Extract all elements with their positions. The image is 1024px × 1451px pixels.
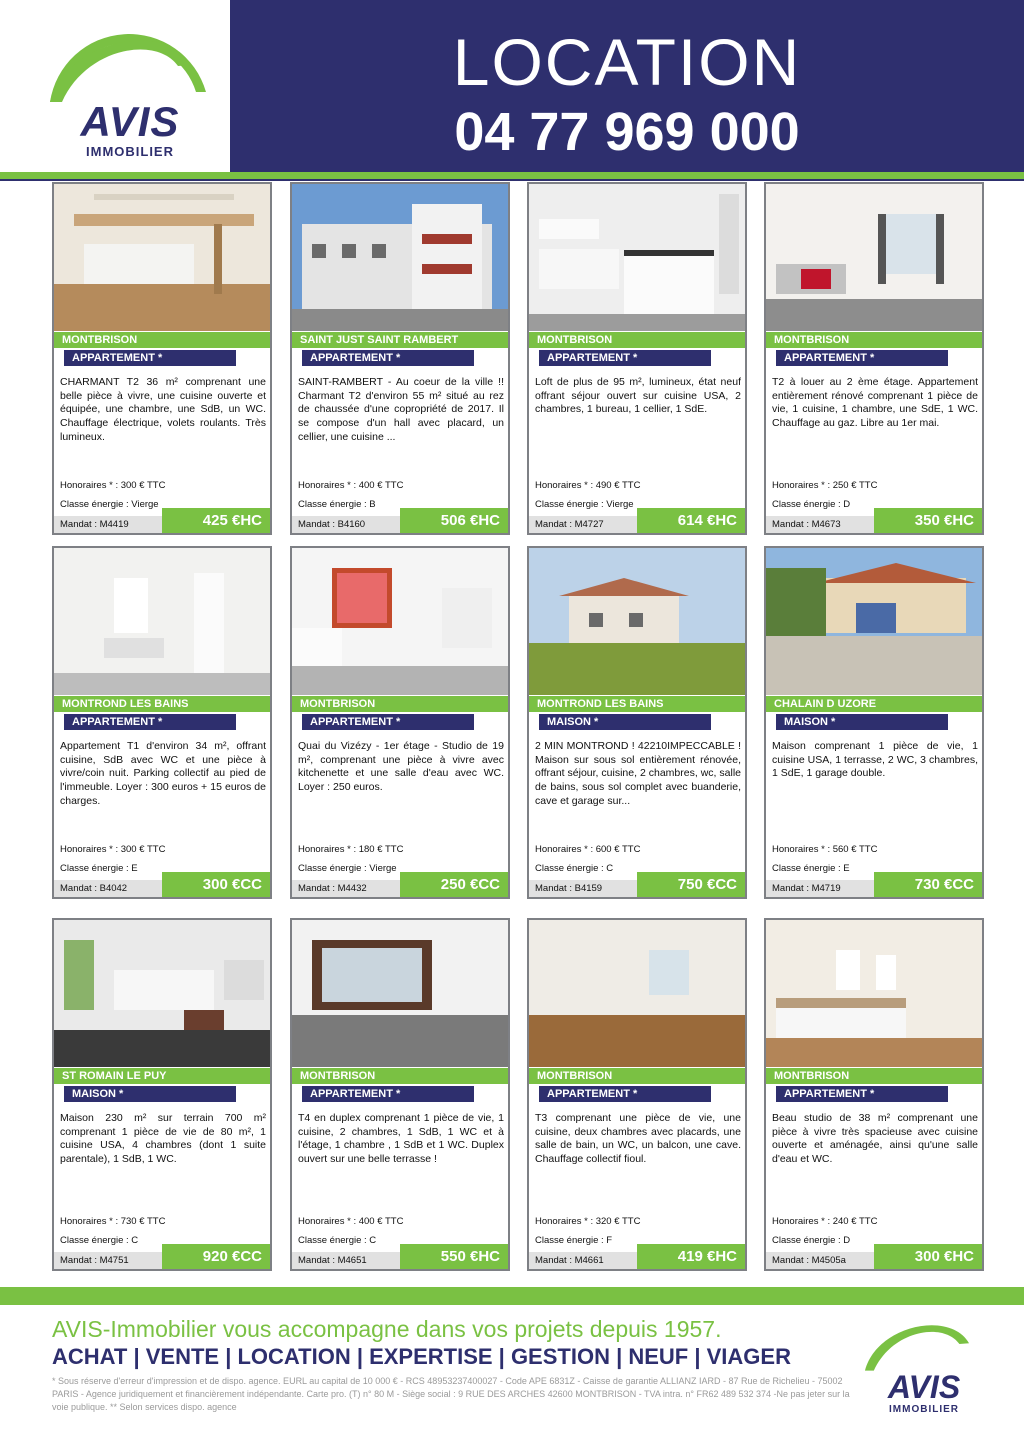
listing-energy-class: Classe énergie : E xyxy=(772,863,850,874)
listing-price: 350 €HC xyxy=(874,508,982,533)
listing-description: 2 MIN MONTROND ! 42210IMPECCABLE ! Maison sur sous sol entièrement rénovée, offrant séjour, cuisine, 2 chambres, wc, salle de bains, sous sol complet avec buanderie, cave et garage sur... xyxy=(535,740,741,807)
listing-photo xyxy=(766,184,982,331)
listing-city: MONTBRISON xyxy=(292,1068,508,1084)
listing-mandate: Mandat : M4751 xyxy=(60,1255,129,1266)
header-divider-thin xyxy=(0,179,1024,181)
listing-city: MONTBRISON xyxy=(529,332,745,348)
listing-type: APPARTEMENT * xyxy=(64,714,236,730)
listing-description: Quai du Vizézy - 1er étage - Studio de 19 m², comprenant une pièce à vivre avec kitchenette et une salle d'eau avec WC. Loyer : 250 euros. xyxy=(298,740,504,794)
footer-legal: * Sous réserve d'erreur d'impression et de dispo. agence. EURL au capital de 10 000 € - RCS 48953237400027 - Code APE 6831Z - Caisse de garantie ALLIANZ IARD - 87 Rue de Richelieu - 75002 PARIS - Agence juridiquement et financièrement indépendante. Carte pro. (T) n° 80 M - Siège social : 9 RUE DES ARCHES 42600 MONTBRISON - TVA intra. n° FR62 489 532 374 -Ne pas jeter sur la voie publique. ** Selon services dispo. agence xyxy=(52,1376,850,1412)
listing-description: CHARMANT T2 36 m² comprenant une belle pièce à vivre, une cuisine ouverte et équipée, une chambre, une SdB, un WC. Chauffage électrique, volets roulants. Très lumineux. xyxy=(60,376,266,443)
listing-price: 614 €HC xyxy=(637,508,745,533)
listing-type: APPARTEMENT * xyxy=(64,350,236,366)
listing-price: 425 €HC xyxy=(162,508,270,533)
listing-city: MONTBRISON xyxy=(54,332,270,348)
listing-energy-class: Classe énergie : F xyxy=(535,1235,613,1246)
listing-description: Beau studio de 38 m² comprenant une pièce à vivre très spacieuse avec cuisine ouverte et aménagée, ainsi qu'une salle d'eau et WC. xyxy=(772,1112,978,1166)
listing-description: T4 en duplex comprenant 1 pièce de vie, 1 cuisine, 2 chambres, 1 SdB, 1 WC et à l'étage, 1 chambre , 1 SdB et 1 WC. Duplex ouvert sur une belle terrasse ! xyxy=(298,1112,504,1166)
listing-energy-class: Classe énergie : Vierge xyxy=(60,499,159,510)
listing-type: APPARTEMENT * xyxy=(302,1086,474,1102)
listing-fees: Honoraires * : 560 € TTC xyxy=(772,844,878,855)
footer-avis-logo xyxy=(862,1310,986,1416)
listing-city: SAINT JUST SAINT RAMBERT xyxy=(292,332,508,348)
logo-subline: IMMOBILIER xyxy=(889,1404,959,1415)
listing-price: 920 €CC xyxy=(162,1244,270,1269)
listing-type: APPARTEMENT * xyxy=(302,714,474,730)
footer-tagline: AVIS-Immobilier vous accompagne dans vos projets depuis 1957. xyxy=(52,1316,722,1342)
listing-city: MONTBRISON xyxy=(766,1068,982,1084)
listing-energy-class: Classe énergie : C xyxy=(298,1235,377,1246)
listing-price: 750 €CC xyxy=(637,872,745,897)
listing-energy-class: Classe énergie : D xyxy=(772,499,851,510)
listing-card[interactable] xyxy=(764,918,984,1271)
listing-energy-class: Classe énergie : Vierge xyxy=(535,499,634,510)
logo-subline: IMMOBILIER xyxy=(86,144,174,159)
listing-city: MONTBRISON xyxy=(766,332,982,348)
header-logo-area xyxy=(0,0,230,172)
listing-energy-class: Classe énergie : E xyxy=(60,863,138,874)
listing-card[interactable] xyxy=(52,918,272,1271)
listing-type: MAISON * xyxy=(539,714,711,730)
listing-fees: Honoraires * : 300 € TTC xyxy=(60,844,166,855)
listing-price: 300 €HC xyxy=(874,1244,982,1269)
footer-divider xyxy=(0,1287,1024,1305)
listing-type: MAISON * xyxy=(776,714,948,730)
listing-type: APPARTEMENT * xyxy=(776,350,948,366)
listing-card[interactable] xyxy=(290,546,510,899)
listing-energy-class: Classe énergie : Vierge xyxy=(298,863,397,874)
listing-energy-class: Classe énergie : B xyxy=(298,499,376,510)
listing-mandate: Mandat : M4727 xyxy=(535,519,604,530)
listing-type: APPARTEMENT * xyxy=(302,350,474,366)
footer-services: ACHAT | VENTE | LOCATION | EXPERTISE | GESTION | NEUF | VIAGER xyxy=(52,1344,791,1369)
listing-fees: Honoraires * : 240 € TTC xyxy=(772,1216,878,1227)
listing-city: MONTBRISON xyxy=(529,1068,745,1084)
listing-energy-class: Classe énergie : D xyxy=(772,1235,851,1246)
header-divider xyxy=(0,172,1024,179)
listing-mandate: Mandat : M4661 xyxy=(535,1255,604,1266)
listing-photo xyxy=(529,184,745,331)
listing-city: ST ROMAIN LE PUY xyxy=(54,1068,270,1084)
listing-description: T2 à louer au 2 ème étage. Appartement entièrement rénové comprenant 1 pièce de vie, 1 cuisine, 1 chambre, une SdE, 1 WC. Chauffage au gaz. Libre au 1er mai. xyxy=(772,376,978,430)
listing-card[interactable] xyxy=(527,546,747,899)
listing-card[interactable] xyxy=(52,182,272,535)
listing-fees: Honoraires * : 300 € TTC xyxy=(60,480,166,491)
listing-fees: Honoraires * : 250 € TTC xyxy=(772,480,878,491)
listing-card[interactable] xyxy=(527,182,747,535)
listing-photo xyxy=(54,184,270,331)
listing-type: APPARTEMENT * xyxy=(539,350,711,366)
listing-photo xyxy=(529,548,745,695)
listing-description: T3 comprenant une pièce de vie, une cuisine, deux chambres avec placards, une salle de bain, un WC, un balcon, une cave. Chauffage collectif fioul. xyxy=(535,1112,741,1166)
listing-photo xyxy=(766,548,982,695)
listing-mandate: Mandat : B4160 xyxy=(298,519,366,530)
listing-type: APPARTEMENT * xyxy=(539,1086,711,1102)
listing-mandate: Mandat : B4159 xyxy=(535,883,603,894)
listing-photo xyxy=(292,184,508,331)
logo-wordmark: AVIS xyxy=(887,1369,961,1405)
listing-mandate: Mandat : M4432 xyxy=(298,883,367,894)
listing-mandate: Mandat : M4719 xyxy=(772,883,841,894)
listing-price: 419 €HC xyxy=(637,1244,745,1269)
avis-logo xyxy=(46,20,214,162)
listing-fees: Honoraires * : 400 € TTC xyxy=(298,480,404,491)
listing-fees: Honoraires * : 400 € TTC xyxy=(298,1216,404,1227)
listing-photo xyxy=(54,548,270,695)
listing-price: 550 €HC xyxy=(400,1244,508,1269)
listing-fees: Honoraires * : 490 € TTC xyxy=(535,480,641,491)
page-title: LOCATION xyxy=(452,25,802,99)
listing-mandate: Mandat : M4419 xyxy=(60,519,129,530)
listing-fees: Honoraires * : 320 € TTC xyxy=(535,1216,641,1227)
listing-price: 300 €CC xyxy=(162,872,270,897)
listing-mandate: Mandat : M4673 xyxy=(772,519,841,530)
listing-description: SAINT-RAMBERT - Au coeur de la ville !! Charmant T2 d'environ 55 m² situé au rez de chaussée d'une copropriété de 2017. Il se compose d'un hall avec placard, un cellier, une cuisine ... xyxy=(298,376,504,443)
listing-photo xyxy=(54,920,270,1067)
phone-number[interactable]: 04 77 969 000 xyxy=(454,102,800,162)
listing-price: 250 €CC xyxy=(400,872,508,897)
listing-card[interactable] xyxy=(527,918,747,1271)
listing-fees: Honoraires * : 730 € TTC xyxy=(60,1216,166,1227)
listing-mandate: Mandat : M4505a xyxy=(772,1255,846,1266)
listing-card[interactable] xyxy=(290,182,510,535)
listing-description: Maison 230 m² sur terrain 700 m² comprenant 1 pièce de vie de 80 m², 1 cuisine USA, 4 chambres (dont 1 suite parentale), 1 SdB, 1 WC. xyxy=(60,1112,266,1166)
listing-card[interactable] xyxy=(764,182,984,535)
listing-mandate: Mandat : B4042 xyxy=(60,883,128,894)
listing-price: 730 €CC xyxy=(874,872,982,897)
listing-photo xyxy=(292,548,508,695)
listing-photo xyxy=(292,920,508,1067)
header-band xyxy=(230,0,1024,172)
listing-city: MONTBRISON xyxy=(292,696,508,712)
listing-fees: Honoraires * : 600 € TTC xyxy=(535,844,641,855)
listing-price: 506 €HC xyxy=(400,508,508,533)
listing-card[interactable] xyxy=(764,546,984,899)
listing-card[interactable] xyxy=(52,546,272,899)
listing-description: Maison comprenant 1 pièce de vie, 1 cuisine USA, 1 terrasse, 2 WC, 3 chambres, 1 SdE, 1 garage double. xyxy=(772,740,978,780)
listing-fees: Honoraires * : 180 € TTC xyxy=(298,844,404,855)
listing-city: MONTROND LES BAINS xyxy=(54,696,270,712)
listing-type: MAISON * xyxy=(64,1086,236,1102)
listing-energy-class: Classe énergie : C xyxy=(60,1235,139,1246)
listing-photo xyxy=(766,920,982,1067)
listing-city: CHALAIN D UZORE xyxy=(766,696,982,712)
listing-photo xyxy=(529,920,745,1067)
listing-card[interactable] xyxy=(290,918,510,1271)
listing-description: Appartement T1 d'environ 34 m², offrant cuisine, SdB avec WC et une pièce à vivre/coin nuit. Parking collectif au pied de l'immeuble. Loyer : 300 euros + 15 euros de charges. xyxy=(60,740,266,807)
listing-description: Loft de plus de 95 m², lumineux, état neuf offrant séjour ouvert sur cuisine USA, 2 chambres, 1 bureau, 1 cellier, 1 SdE. xyxy=(535,376,741,416)
listing-city: MONTROND LES BAINS xyxy=(529,696,745,712)
logo-wordmark: AVIS xyxy=(80,98,180,145)
listing-type: APPARTEMENT * xyxy=(776,1086,948,1102)
listing-energy-class: Classe énergie : C xyxy=(535,863,614,874)
listing-mandate: Mandat : M4651 xyxy=(298,1255,367,1266)
